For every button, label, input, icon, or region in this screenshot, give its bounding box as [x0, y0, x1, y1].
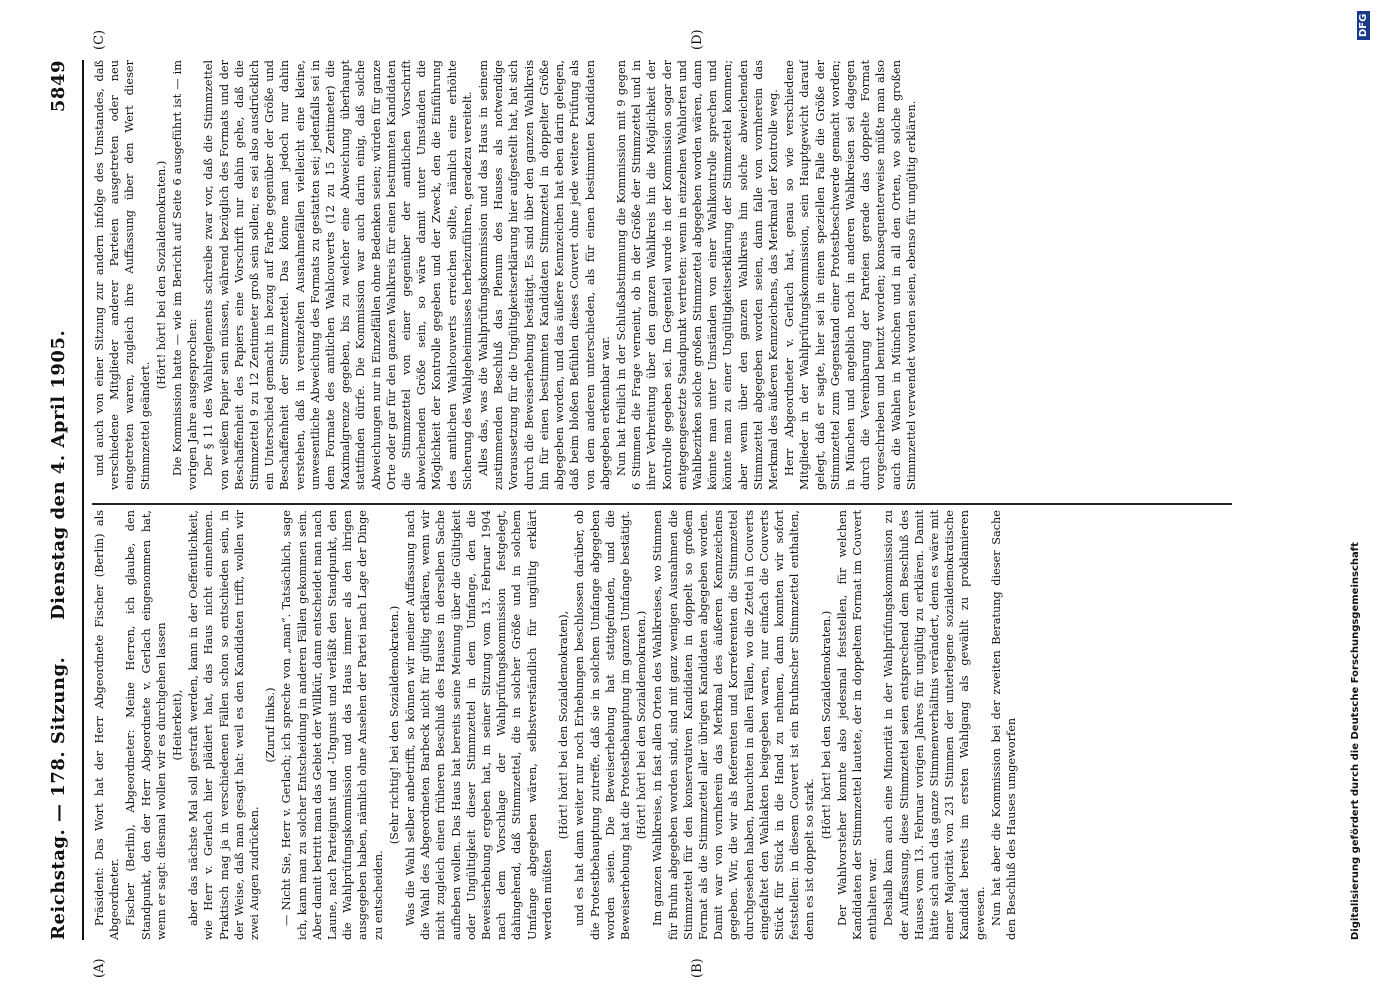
- paragraph: aber das nächste Mal soll gestraft werden, kann in der Oeffentlichkeit, wie Herr v. Gerlach hier plädiert hat, das Haus nicht einnehmen. Praktisch mag ja in verschiedenen Fällen schon so entschieden sein, in der Weise, daß man gesagt hat: weil es den Kandidaten trifft, wollen wir zwei Augen zudrücken.: [187, 510, 262, 940]
- paragraph: Fischer (Berlin), Abgeordneter: Meine Herren, ich glaube, den Standpunkt, den der Herr Abgeordnete v. Gerlach eingenommen hat, wenn er sagt: diesmal wollen wir es durchgehen lassen: [124, 510, 168, 940]
- paragraph: und es hat dann weiter nur noch Erhebungen beschlossen darüber, ob die Protestbehauptung zutreffe, daß sie in solchem Umfange abgegeben worden seien. Die Beweiserhebung hat stattgefunden, und die Beweiserhebung hat die Protestbehauptung im ganzen Umfange bestätigt.: [573, 510, 632, 940]
- paragraph: (Hört! hört! bei den Sozialdemokraten.): [635, 610, 649, 840]
- paragraph: (Heiterkeit),: [171, 689, 185, 761]
- paragraph: Der Wahlvorsteher konnte also jedesmal feststellen, für welchen Kandidaten der Stimmzettel lautete, der in doppeltem Format im Couvert enthalten war.: [835, 510, 880, 940]
- paragraph: — Nicht Sie, Herr v. Gerlach; ich spreche von „man“. Tatsächlich, sage ich, kann man zu solcher Entscheidung in anderen Fällen gekommen sein. Aber damit betritt man das Gebiet der Willkür, dann entscheidet man nach Laune, nach Parteigunst und -Ungunst und verläßt den Standpunkt, den die Wahlprüfungskommission und das Haus immer als den ihrigen ausgegeben haben, nämlich ohne Ansehen der Partei nach Lage der Dinge zu entscheiden.: [280, 510, 385, 940]
- header-date: Dienstag den 4. April 1905.: [48, 329, 69, 620]
- paragraph: Präsident: Das Wort hat der Herr Abgeordnete Fischer (Berlin) als Abgeordneter.: [93, 510, 122, 940]
- paragraph: (Hört! hört! bei den Sozialdemokraten),: [557, 610, 571, 840]
- header-left: Reichstag. — 178. Sitzung.: [48, 656, 69, 940]
- paragraph: Deshalb kam auch eine Minorität in der Wahlprüfungskommission zu der Auffassung, diese Stimmzettel seien entsprechend dem Beschluß des Hauses vom 13. Februar vorigen Jahres für ungültig zu erklären. Damit hätte sich auch das ganze Stimmenverhältnis verändert, denn es wäre mit einer Majorität von 231 Stimmen der unterlegene sozialdemokratische Kandidat bereits im ersten Wahlgang als gewählt zu proklamieren gewesen.: [882, 510, 987, 940]
- paragraph: (Hört! hört! bei den Sozialdemokraten.): [154, 160, 168, 390]
- paragraph: Alles das, was die Wahlprüfungskommission und das Haus in seinem zustimmenden Beschluß das Plenum des Hauses als notwendige Voraussetzung für die Ungültigkeitserklärung hier aufgestellt hat, hat sich durch die Beweiserhebung bestätigt. Es sind über den ganzen Wahlkreis hin für einen bestimmten Kandidaten Stimmzettel in doppelter Größe abgegeben worden, und das äußere Kennzeichen hat eben darin gelegen, daß beim bloßen Befühlen dieses Couvert ohne jede weitere Prüfung als von dem anderen unterschieden, als für einen bestimmten Kandidaten abgegeben erkennbar war.: [477, 60, 612, 490]
- paragraph: Herr Abgeordneter v. Gerlach hat, genau so wie verschiedene Mitglieder in der Wahlprüfungskommission, sein Hauptgewicht darauf gelegt, daß er sagte, hier sei in einem speziellen Falle die Größe der Stimmzettel zum Gegenstand einer Protestbeschwerde gemacht worden; in München und angeblich noch in anderen Wahlkreisen sei dagegen durch die Vereinbarung der Parteien gerade das doppelte Format vorgeschrieben und benutzt worden; konsequenterweise müßte man also auch die Wahlen in München und in all den Orten, wo solche großen Stimmzettel verwendet worden seien, ebenso für ungültig erklären.: [783, 60, 918, 490]
- right-column: [92, 60, 1232, 490]
- marker-d: (D): [690, 29, 705, 50]
- marker-b: (B): [690, 958, 705, 978]
- header-rule: [82, 60, 84, 940]
- paragraph: Nun hat aber die Kommission bei der zweiten Beratung dieser Sache den Beschluß des Hauses umgeworfen: [989, 510, 1018, 940]
- paragraph: (Zuruf links.): [264, 687, 278, 763]
- paragraph: Die Kommission hatte — wie im Bericht auf Seite 6 ausgeführt ist — im vorigen Jahre ausgesprochen:: [171, 60, 200, 490]
- paragraph: (Hört! hört! bei den Sozialdemokraten.): [819, 610, 833, 840]
- marker-a: (A): [92, 958, 107, 978]
- paragraph: Im ganzen Wahlkreise, in fast allen Orten des Wahlkreises, wo Stimmen für Bruhn abgegeben worden sind, sind mit ganz wenigen Ausnahmen die Stimmzettel für den konservativen Kandidaten in doppelt so großem Format als die Stimmzettel aller übrigen Kandidaten abgegeben worden. Damit war von vornherein das Merkmal des äußeren Kennzeichens gegeben. Wir, die wir als Referenten und Korreferenten die Stimmzettel durchgesehen haben, brauchten in allen Fällen, wo die Zettel in Couverts eingefaltet den Wahlakten beigegeben waren, nur einfach die Couverts Stück für Stück in die Hand zu nehmen, dann konnten wir sofort feststellen: in diesem Couvert ist ein Bruhnscher Stimmzettel enthalten, denn es ist doppelt so stark.: [651, 510, 817, 940]
- page-number: 5849: [48, 60, 69, 113]
- paragraph: Nun hat freilich in der Schlußabstimmung die Kommission mit 9 gegen 6 Stimmen die Frage verneint, ob in der Größe der Stimmzettel und in ihrer Verbreitung über den ganzen Wahlkreis hin die Möglichkeit der Kontrolle gegeben sei. Im Gegenteil wurde in der Kommission sogar der entgegengesetzte Standpunkt vertreten: wenn in einzelnen Wahlorten und Wahlbezirken solche großen Stimmzettel abgegeben worden wären, dann könnte man unter Umständen von einer Wahlkontrolle sprechen und könnte man zu einer Ungültigkeitserklärung der Stimmzettel kommen; aber wenn über den ganzen Wahlkreis hin solche abweichenden Stimmzettel abgegeben worden seien, dann falle von vornherein das Merkmal des äußeren Kennzeichens, das Merkmal der Kontrolle weg.: [614, 60, 780, 490]
- left-column: [92, 510, 1232, 940]
- paragraph: Was die Wahl selber anbetrifft, so können wir meiner Auffassung nach die Wahl des Abgeordneten Barbeck nicht für gültig erklären, wenn wir nicht zugleich einen früheren Beschluß des Hauses in derselben Sache aufheben wollen. Das Haus hat bereits seine Meinung über die Gültigkeit oder Ungültigkeit dieser Stimmzettel in dem Umfange, den die Beweiserhebung ergeben hat, in seiner Sitzung vom 13. Februar 1904 nach dem Vorschlage der Wahlprüfungskommission festgelegt, dahingehend, daß Stimmzettel, die in solcher Größe und in solchem Umfange abgegeben wären, selbstverständlich für ungültig erklärt werden müßten: [404, 510, 554, 940]
- column-divider: [92, 504, 1232, 506]
- digitization-credit: Digitalisierung gefördert durch die Deutsche Forschungsgemeinschaft: [1350, 542, 1361, 940]
- page-header: [40, 60, 80, 940]
- marker-c: (C): [92, 29, 107, 50]
- dfg-logo: DFG: [1357, 11, 1370, 40]
- paragraph: und auch von einer Sitzung zur andern infolge des Umstandes, daß verschiedene Mitglieder anderer Parteien ausgetreten oder neu eingetreten waren, zugleich ihre Auffassung über den Wert dieser Stimmzettel geändert.: [93, 60, 152, 490]
- paragraph: Der § 11 des Wahlreglements schreibe zwar vor, daß die Stimmzettel von weißem Papier sein müssen, während bezüglich des Formats und der Beschaffenheit des Papiers eine Vorschrift nur dahin gehe, daß die Stimmzettel 9 zu 12 Zentimeter groß sein sollen; es sei also ausdrücklich ein Unterschied gemacht in bezug auf Farbe gegenüber der Größe und Beschaffenheit der Stimmzettel. Das könne man jedoch nur dahin verstehen, daß in vereinzelten Ausnahmefällen vielleicht eine kleine, unwesentliche Abweichung des Formats zu gestatten sei; jedenfalls sei in dem Formate des amtlichen Wahlcouverts (12 zu 15 Zentimeter) die Maximalgrenze gegeben, bis zu welcher eine Abweichung überhaupt stattfinden dürfe. Die Kommission war auch darin einig, daß solche Abweichungen nur in Einzelfällen ohne Bedenken seien; würden für ganze Orte oder gar für den ganzen Wahlkreis für einen bestimmten Kandidaten die Stimmzettel von einer gegenüber der amtlichen Vorschrift abweichenden Größe sein, so wäre damit unter Umständen die Möglichkeit der Kontrolle gegeben und der Zweck, den die Einführung des amtlichen Wahlcouverts erreichen sollte, nämlich eine erhöhte Sicherung des Wahlgeheimnisses herbeizuführen, geradezu vereitelt.: [202, 60, 474, 490]
- paragraph: (Sehr richtig! bei den Sozialdemokraten.): [387, 605, 401, 845]
